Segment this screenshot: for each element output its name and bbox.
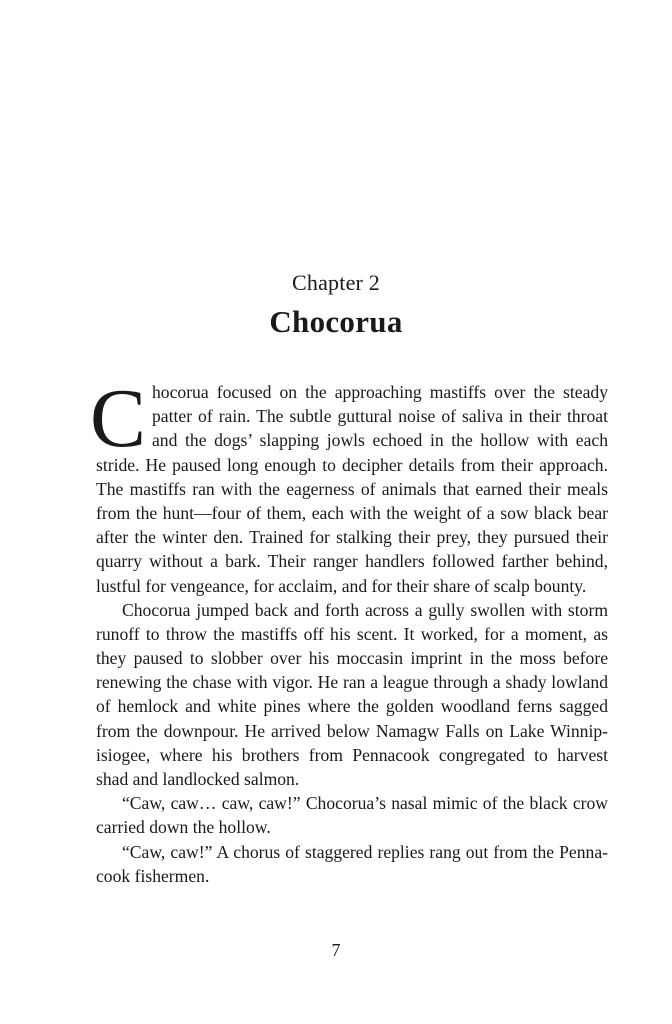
text-line: they paused to slobber over his moccasin imprint in the moss before	[96, 648, 608, 669]
text-line: “Caw, caw… caw, caw!” Chocorua’s nasal mimic of the black crow	[122, 793, 608, 814]
text-line: carried down the hollow.	[96, 817, 271, 838]
text-line: shad and landlocked salmon.	[96, 769, 300, 789]
text-line: from the downpour. He arrived below Namagw Falls on Lake Winnip-	[96, 720, 608, 741]
chapter-label: Chapter 2	[292, 270, 380, 295]
text-line: stride. He paused long enough to decipher details from their approach.	[96, 454, 608, 475]
chapter-body	[90, 372, 608, 888]
text-line: cook fishermen.	[96, 865, 210, 886]
text-line: after the winter den. Trained for stalking their prey, they pursued their	[96, 527, 608, 548]
paragraph-4	[96, 840, 608, 888]
text-line: Chocorua jumped back and forth across a gully swollen with storm	[122, 599, 608, 620]
text-line: lustful for vengeance, for acclaim, and for their share of scalp bounty.	[96, 575, 587, 596]
text-line: patter of rain. The subtle guttural noise of saliva in their throat	[152, 406, 608, 427]
text-line: and the dogs’ slapping jowls echoed in the hollow with each	[152, 430, 608, 451]
text-line: from the hunt—four of them, each with the weight of a sow black bear	[96, 502, 608, 523]
text-line: renewing the chase with vigor. He ran a league through a shady lowland	[96, 672, 608, 693]
paragraph-2	[96, 598, 608, 792]
text-line: The mastiffs ran with the eagerness of animals that earned their meals	[96, 478, 608, 499]
page-number: 7	[331, 940, 341, 960]
paragraph-1	[90, 372, 608, 598]
text-line: quarry without a bark. Their ranger handlers followed farther behind,	[96, 551, 608, 572]
text-line: isiogee, where his brothers from Pennacook congregated to harvest	[96, 744, 608, 765]
text-line: of hemlock and white pines where the golden woodland ferns sagged	[96, 696, 608, 717]
text-line: “Caw, caw!” A chorus of staggered replies rang out from the Penna-	[122, 841, 608, 862]
drop-cap: C	[90, 372, 147, 465]
paragraph-3	[96, 791, 608, 839]
text-line: hocorua focused on the approaching mastiffs over the steady	[152, 382, 608, 402]
text-line: runoff to throw the mastiffs off his scent. It worked, for a moment, as	[96, 623, 608, 644]
chapter-title: Chocorua	[269, 304, 403, 339]
